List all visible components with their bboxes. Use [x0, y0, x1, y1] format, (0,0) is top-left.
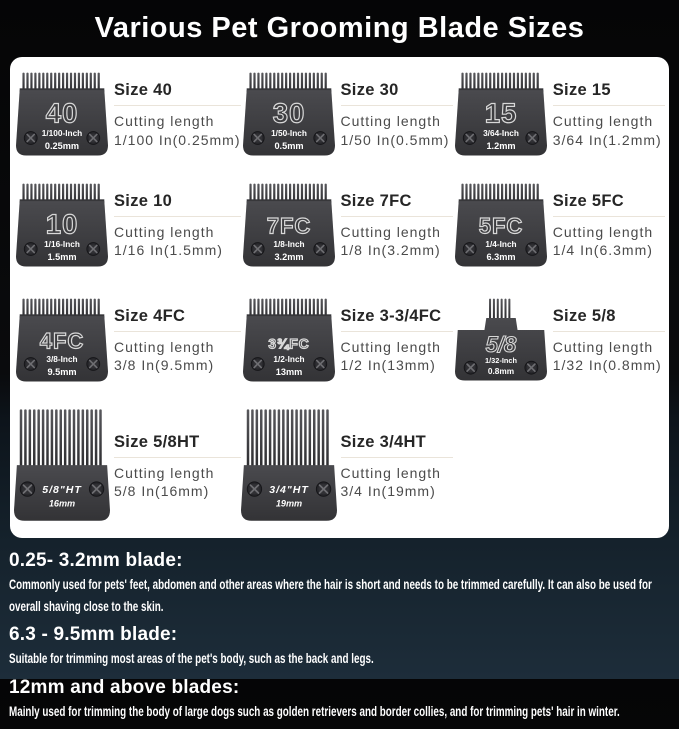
svg-text:1/100-Inch: 1/100-Inch [41, 129, 83, 139]
svg-text:3/8-Inch: 3/8-Inch [46, 354, 78, 364]
blade-size-label: Size 30 [340, 81, 399, 100]
cutting-length-label: Cutting length [552, 223, 654, 240]
cutting-length-value: 3/64 In(1.2mm) [552, 131, 662, 148]
cutting-length-label: Cutting length [340, 338, 441, 355]
blade-cell [453, 169, 665, 282]
blade-size-label: Size 15 [552, 81, 611, 100]
info-body: Mainly used for trimming the body of large dogs such as golden retrievers and border collies, and for trimming pets' hair in winter. [9, 703, 620, 719]
svg-text:6.3mm: 6.3mm [486, 251, 516, 262]
blade-cell [14, 63, 241, 167]
blade-image-wrap [14, 69, 110, 161]
blade-image-wrap [241, 407, 337, 527]
blade-text-block [110, 192, 241, 259]
divider [341, 331, 453, 332]
info-heading: 6.3 - 9.5mm blade: [9, 624, 178, 646]
blade-text-block [337, 81, 453, 148]
svg-text:1.5mm: 1.5mm [47, 251, 77, 262]
blade-image-wrap [14, 180, 110, 272]
blade-image [455, 295, 547, 387]
cutting-length-label: Cutting length [340, 223, 441, 240]
blade-image-wrap [453, 295, 549, 387]
info-area [0, 538, 679, 729]
divider [553, 216, 665, 217]
svg-text:15: 15 [484, 97, 518, 129]
svg-text:1/50-Inch: 1/50-Inch [270, 129, 307, 139]
svg-text:0.25mm: 0.25mm [44, 141, 80, 152]
blade-size-label: Size 5FC [552, 191, 624, 210]
blade-image [14, 407, 110, 527]
svg-text:3.2mm: 3.2mm [273, 251, 304, 262]
cutting-length-label: Cutting length [114, 464, 215, 481]
blade-text-block [337, 192, 453, 259]
blade-size-label: Size 5/8 [552, 306, 616, 325]
cutting-length-value: 5/8 In(16mm) [114, 483, 210, 499]
blade-text-block [110, 433, 241, 500]
svg-text:5/8: 5/8 [485, 331, 517, 357]
info-section-large [9, 677, 665, 723]
blade-grid [14, 63, 665, 534]
cutting-length-label: Cutting length [114, 223, 215, 240]
svg-text:1.2mm: 1.2mm [486, 141, 516, 152]
divider [114, 216, 241, 217]
blade-cell [241, 284, 453, 397]
divider [341, 216, 453, 217]
divider [114, 457, 241, 458]
blade-size-label: Size 3-3/4FC [340, 306, 442, 325]
svg-text:40: 40 [45, 97, 79, 129]
info-section-medium [9, 624, 665, 670]
blade-cell [241, 63, 453, 167]
cutting-length-value: 1/50 In(0.5mm) [340, 131, 450, 148]
svg-text:4FC: 4FC [39, 327, 85, 353]
cutting-length-value: 1/8 In(3.2mm) [340, 242, 441, 258]
cutting-length-value: 1/32 In(0.8mm) [552, 357, 662, 373]
svg-text:3¾FC: 3¾FC [267, 335, 310, 351]
blade-text-block [549, 307, 665, 374]
svg-text:10: 10 [45, 207, 79, 239]
blade-image [16, 69, 108, 161]
blade-cell [241, 169, 453, 282]
info-heading: 0.25- 3.2mm blade: [9, 550, 183, 571]
blade-cell [14, 169, 241, 282]
svg-text:0.5mm: 0.5mm [273, 141, 304, 152]
blade-size-label: Size 3/4HT [340, 432, 427, 451]
svg-text:1/16-Inch: 1/16-Inch [44, 239, 80, 249]
blade-text-block [337, 433, 453, 500]
blade-text-block [110, 81, 241, 148]
svg-text:16mm: 16mm [48, 497, 76, 508]
info-body: Suitable for trimming most areas of the pet's body, such as the back and legs. [9, 651, 374, 667]
blade-size-label: Size 10 [114, 191, 173, 210]
blade-image [16, 295, 108, 387]
blade-image-wrap [14, 407, 110, 527]
cutting-length-value: 1/4 In(6.3mm) [552, 242, 653, 258]
blade-image [455, 69, 547, 161]
cutting-length-value: 1/100 In(0.25mm) [114, 131, 241, 148]
cutting-length-label: Cutting length [114, 113, 215, 130]
title-bar [0, 0, 679, 57]
blade-cell [241, 399, 453, 534]
svg-text:30: 30 [272, 97, 305, 129]
divider [553, 105, 665, 106]
cutting-length-label: Cutting length [552, 113, 654, 130]
svg-text:5/8"HT: 5/8"HT [42, 483, 82, 496]
blade-image [241, 407, 337, 527]
divider [114, 105, 241, 106]
blade-text-block [549, 81, 665, 148]
blade-image-wrap [453, 69, 549, 161]
cutting-length-label: Cutting length [340, 113, 441, 130]
blade-text-block [337, 307, 453, 374]
info-body: Commonly used for pets' feet, abdomen and other areas where the hair is short and needs to be trimmed carefully. It can also be used for overall shaving close to the skin. [9, 577, 652, 614]
blade-image-wrap [453, 180, 549, 272]
blade-image-wrap [241, 180, 337, 272]
svg-text:1/32-Inch: 1/32-Inch [484, 355, 517, 365]
page-title: Various Pet Grooming Blade Sizes [94, 12, 585, 44]
blade-cell [14, 399, 241, 534]
divider [341, 105, 453, 106]
blade-image [243, 295, 335, 387]
blade-image [455, 180, 547, 272]
blade-image-wrap [241, 295, 337, 387]
cutting-length-value: 3/4 In(19mm) [340, 483, 436, 499]
cutting-length-label: Cutting length [340, 464, 441, 481]
blade-cell [453, 63, 665, 167]
blade-image [243, 180, 335, 272]
svg-text:3/64-Inch: 3/64-Inch [482, 129, 519, 139]
blade-text-block [110, 307, 241, 374]
blade-size-label: Size 5/8HT [114, 432, 200, 451]
blade-panel [10, 57, 669, 538]
blade-size-label: Size 7FC [340, 191, 412, 210]
blade-size-label: Size 4FC [114, 306, 186, 325]
svg-text:7FC: 7FC [266, 212, 311, 238]
blade-text-block [549, 192, 665, 259]
divider [114, 331, 241, 332]
cutting-length-value: 3/8 In(9.5mm) [114, 357, 215, 373]
svg-text:13mm: 13mm [275, 366, 302, 377]
cutting-length-value: 1/2 In(13mm) [340, 357, 436, 373]
svg-text:1/4-Inch: 1/4-Inch [485, 239, 517, 249]
svg-text:19mm: 19mm [275, 497, 302, 508]
blade-size-label: Size 40 [114, 81, 173, 100]
blade-image [243, 69, 335, 161]
svg-text:1/8-Inch: 1/8-Inch [272, 239, 305, 249]
svg-text:1/2-Inch: 1/2-Inch [272, 354, 305, 364]
divider [553, 331, 665, 332]
info-heading: 12mm and above blades: [9, 676, 240, 698]
blade-image [16, 180, 108, 272]
cutting-length-label: Cutting length [114, 338, 215, 355]
divider [341, 457, 453, 458]
info-section-fine [9, 550, 665, 617]
blade-image-wrap [14, 295, 110, 387]
blade-cell [453, 284, 665, 397]
svg-text:5FC: 5FC [478, 212, 523, 238]
svg-text:3/4"HT: 3/4"HT [268, 483, 309, 496]
blade-image-wrap [241, 69, 337, 161]
cutting-length-label: Cutting length [552, 338, 654, 355]
cutting-length-value: 1/16 In(1.5mm) [114, 242, 223, 258]
svg-text:9.5mm: 9.5mm [47, 366, 77, 377]
svg-text:0.8mm: 0.8mm [487, 366, 514, 376]
blade-cell [14, 284, 241, 397]
